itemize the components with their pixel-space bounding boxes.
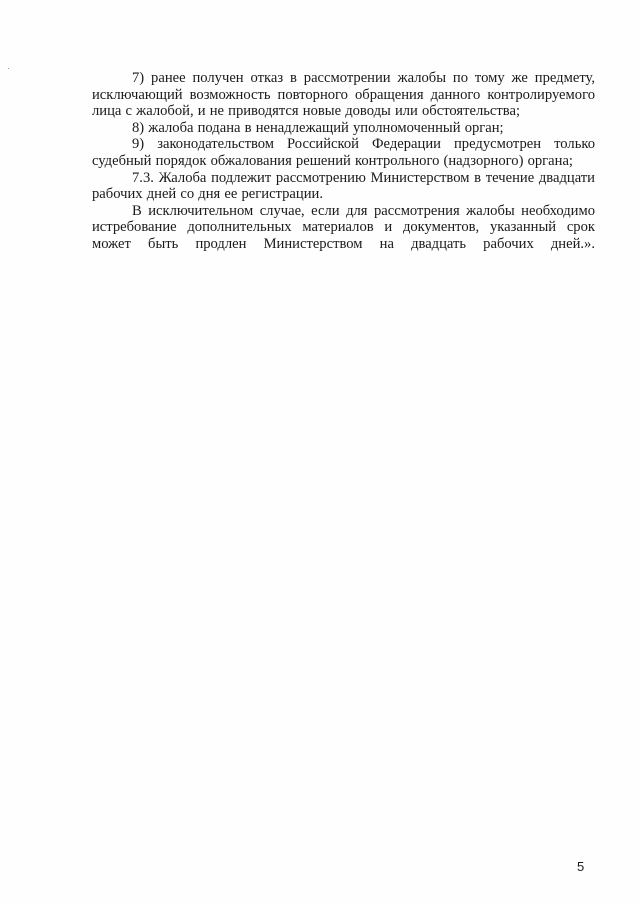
paragraph-item-8: 8) жалоба подана в ненадлежащий уполномоченный орган; <box>132 119 504 136</box>
paragraph-exceptional-case: В исключительном случае, если для рассмотрения жалобы необходимо истребование дополнительных материалов и документов, указанный срок может быть продлен Министерством на двадцать рабочих дней.». <box>92 202 595 252</box>
paragraph-item-9: 9) законодательством Российской Федерации предусмотрен только судебный порядок обжалования решений контрольного (надзорного) органа; <box>92 136 595 169</box>
page-number: 5 <box>577 859 585 874</box>
paragraph-item-7: 7) ранее получен отказ в рассмотрении жалобы по тому же предмету, исключающий возможность повторного обращения данного контролируемого лица с жалобой, и не приводятся новые доводы или обстоятельства; <box>92 70 595 120</box>
scan-artifact <box>8 68 9 69</box>
paragraph-section-7-3: 7.3. Жалоба подлежит рассмотрению Министерством в течение двадцати рабочих дней со дня ее регистрации. <box>92 169 595 203</box>
document-body <box>92 70 595 253</box>
